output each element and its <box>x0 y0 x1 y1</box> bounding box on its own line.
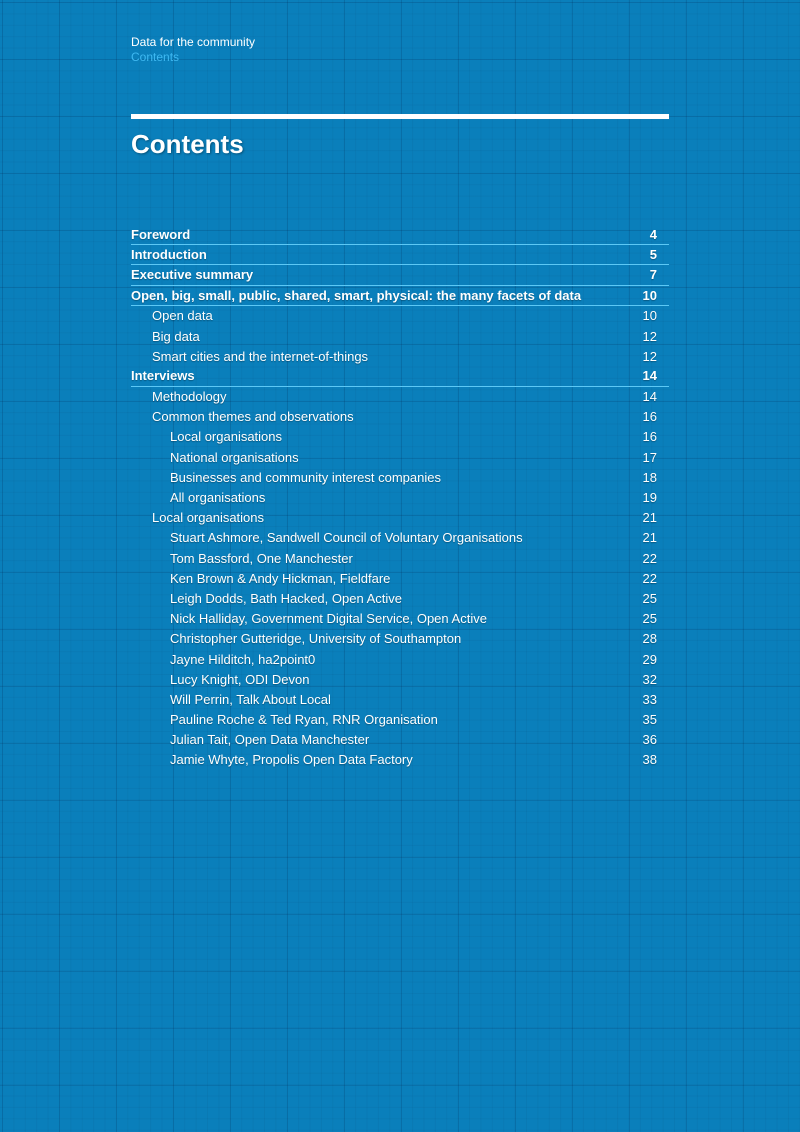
toc-entry[interactable] <box>131 588 669 608</box>
toc-entry[interactable] <box>131 487 669 507</box>
running-head <box>131 35 255 65</box>
toc-entry-page-number: 25 <box>642 611 657 627</box>
toc-entry-label: Nick Halliday, Government Digital Service, Open Active <box>170 611 487 627</box>
toc-entry-page-number: 17 <box>642 449 657 465</box>
toc-entry-page-number: 36 <box>642 732 657 748</box>
toc-entry-page-number: 25 <box>642 590 657 606</box>
document-page <box>131 0 669 1132</box>
toc-entry-label: Open, big, small, public, shared, smart, physical: the many facets of data <box>131 287 582 303</box>
toc-entry[interactable] <box>131 366 669 386</box>
toc-entry-page-number: 32 <box>642 671 657 687</box>
toc-entry-label: Julian Tait, Open Data Manchester <box>170 732 370 748</box>
toc-entry-label: Tom Bassford, One Manchester <box>170 550 353 566</box>
toc-entry-label: Executive summary <box>131 267 254 283</box>
running-head-section: Contents <box>131 50 180 64</box>
toc-entry-label: Christopher Gutteridge, University of Southampton <box>170 631 462 647</box>
toc-entry-page-number: 29 <box>642 651 657 667</box>
toc-entry-page-number: 19 <box>642 490 657 506</box>
running-head-title: Data for the community <box>131 35 256 49</box>
toc-entry[interactable] <box>131 245 669 265</box>
toc-entry-page-number: 35 <box>642 712 657 728</box>
toc-entry-page-number: 22 <box>642 570 657 586</box>
toc-entry-page-number: 38 <box>642 752 657 768</box>
toc-entry-label: Smart cities and the internet-of-things <box>152 348 369 364</box>
toc-entry-page-number: 28 <box>642 631 657 647</box>
toc-entry-page-number: 16 <box>642 429 657 445</box>
toc-entry-label: Jamie Whyte, Propolis Open Data Factory <box>170 752 413 768</box>
toc-entry-label: Foreword <box>131 227 191 243</box>
toc-entry[interactable] <box>131 326 669 346</box>
toc-entry-page-number: 10 <box>642 287 657 303</box>
toc-entry[interactable] <box>131 407 669 427</box>
toc-entry[interactable] <box>131 286 669 306</box>
toc-entry[interactable] <box>131 508 669 528</box>
toc-entry-page-number: 22 <box>642 550 657 566</box>
toc-entry-page-number: 14 <box>642 389 657 405</box>
toc-entry-page-number: 16 <box>642 409 657 425</box>
toc-entry-label: Leigh Dodds, Bath Hacked, Open Active <box>170 590 402 606</box>
toc-entry-page-number: 12 <box>642 328 657 344</box>
toc-entry-page-number: 14 <box>642 368 657 384</box>
toc-entry-label: Pauline Roche & Ted Ryan, RNR Organisation <box>170 712 438 728</box>
toc-entry[interactable] <box>131 346 669 366</box>
toc-entry[interactable] <box>131 528 669 548</box>
toc-entry-label: Jayne Hilditch, ha2point0 <box>170 651 316 667</box>
toc-entry[interactable] <box>131 387 669 407</box>
toc-entry[interactable] <box>131 306 669 326</box>
toc-entry-label: Will Perrin, Talk About Local <box>170 691 331 707</box>
toc-entry-label: Ken Brown & Andy Hickman, Fieldfare <box>170 570 391 586</box>
toc-entry-page-number: 21 <box>642 510 657 526</box>
toc-entry[interactable] <box>131 689 669 709</box>
toc-entry-label: Common themes and observations <box>152 409 354 425</box>
toc-entry[interactable] <box>131 629 669 649</box>
toc-entry[interactable] <box>131 710 669 730</box>
title-rule <box>131 114 669 119</box>
toc-entry-page-number: 7 <box>649 267 657 283</box>
toc-entry[interactable] <box>131 548 669 568</box>
toc-entry-label: Stuart Ashmore, Sandwell Council of Voluntary Organisations <box>170 530 523 546</box>
toc-entry-label: Big data <box>152 328 200 344</box>
toc-entry-label: Local organisations <box>152 510 265 526</box>
toc-entry-label: National organisations <box>170 449 299 465</box>
page-title: Contents <box>131 129 244 159</box>
toc-entry-page-number: 10 <box>642 308 657 324</box>
toc-entry[interactable] <box>131 225 669 245</box>
toc-entry[interactable] <box>131 427 669 447</box>
toc-entry-page-number: 33 <box>642 691 657 707</box>
toc-entry[interactable] <box>131 730 669 750</box>
toc-entry-label: Local organisations <box>170 429 283 445</box>
table-of-contents <box>131 225 669 770</box>
toc-entry-page-number: 5 <box>649 247 657 263</box>
toc-entry-page-number: 18 <box>642 469 657 485</box>
toc-entry-label: All organisations <box>170 490 266 506</box>
toc-entry[interactable] <box>131 649 669 669</box>
toc-entry[interactable] <box>131 609 669 629</box>
toc-entry[interactable] <box>131 467 669 487</box>
toc-entry-label: Open data <box>152 308 213 324</box>
toc-entry-label: Interviews <box>131 368 195 384</box>
toc-entry[interactable] <box>131 265 669 285</box>
toc-entry[interactable] <box>131 447 669 467</box>
toc-entry[interactable] <box>131 568 669 588</box>
toc-entry-page-number: 12 <box>642 348 657 364</box>
toc-entry-label: Methodology <box>152 389 227 405</box>
toc-entry-label: Lucy Knight, ODI Devon <box>170 671 310 687</box>
toc-entry[interactable] <box>131 669 669 689</box>
toc-entry[interactable] <box>131 750 669 770</box>
toc-entry-label: Businesses and community interest companies <box>170 469 441 485</box>
toc-entry-label: Introduction <box>131 247 207 263</box>
toc-entry-page-number: 4 <box>649 227 657 243</box>
toc-entry-page-number: 21 <box>642 530 657 546</box>
